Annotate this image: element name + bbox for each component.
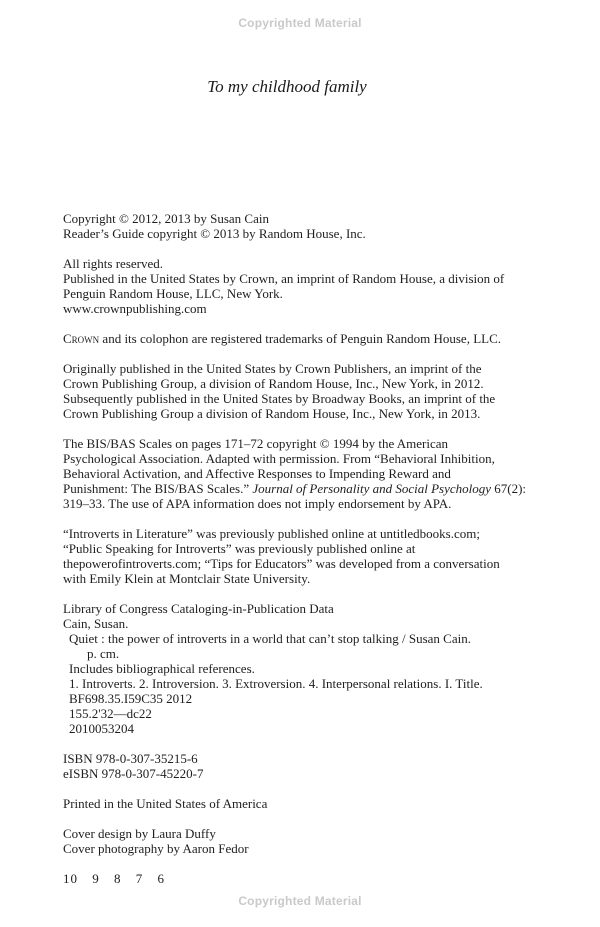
bisbas-line: The BIS/BAS Scales on pages 171–72 copyright © 1994 by the American <box>63 436 449 451</box>
cip-lc-number: BF698.35.I59C35 2012 <box>69 691 193 706</box>
bisbas-line: Psychological Association. Adapted with permission. From “Behavioral Inhibition, <box>63 451 495 466</box>
published-by-line2: Penguin Random House, LLC, New York. <box>63 286 283 301</box>
readers-guide-copyright: Reader’s Guide copyright © 2013 by Random House, Inc. <box>63 226 366 241</box>
online-line: “Introverts in Literature” was previously published online at untitledbooks.com; <box>63 526 480 541</box>
rights-reserved: All rights reserved. <box>63 256 164 271</box>
isbn-block <box>63 751 593 781</box>
cip-header: Library of Congress Cataloging-in-Publication Data <box>63 601 334 616</box>
cover-photo-credit: Cover photography by Aaron Fedor <box>63 841 249 856</box>
bisbas-permission-block <box>63 436 593 511</box>
published-by-line1: Published in the United States by Crown, an imprint of Random House, a division of <box>63 271 505 286</box>
cip-pages: p. cm. <box>87 646 120 661</box>
trademark-block <box>63 331 593 346</box>
cip-references: Includes bibliographical references. <box>69 661 255 676</box>
trademark-text: and its colophon are registered trademarks of Penguin Random House, LLC. <box>99 331 501 346</box>
printline-block <box>63 871 593 886</box>
cip-lccn: 2010053204 <box>69 721 134 736</box>
cip-data-block <box>63 601 593 736</box>
watermark-bottom: Copyrighted Material <box>238 894 362 908</box>
history-line: Crown Publishing Group a division of Random House, Inc., New York, in 2013. <box>63 406 481 421</box>
bisbas-line: 319–33. The use of APA information does not imply endorsement by APA. <box>63 496 452 511</box>
journal-title: Journal of Personality and Social Psychology <box>252 481 492 496</box>
bisbas-line: Punishment: The BIS/BAS Scales.” <box>63 481 253 496</box>
watermark-top: Copyrighted Material <box>238 16 362 30</box>
publication-history-block <box>63 361 593 421</box>
crown-name: Crown <box>63 331 100 346</box>
history-line: Originally published in the United States by Crown Publishers, an imprint of the <box>63 361 482 376</box>
dedication: To my childhood family <box>207 77 367 96</box>
online-line: with Emily Klein at Montclair State University. <box>63 571 311 586</box>
cover-design-credit: Cover design by Laura Duffy <box>63 826 216 841</box>
copyright-block <box>63 211 593 241</box>
isbn-ebook: eISBN 978-0-307-45220-7 <box>63 766 204 781</box>
online-publication-block <box>63 526 593 586</box>
printed-in: Printed in the United States of America <box>63 796 268 811</box>
online-line: “Public Speaking for Introverts” was previously published online at <box>63 541 416 556</box>
printed-in-block <box>63 796 593 811</box>
history-line: Subsequently published in the United States by Broadway Books, an imprint of the <box>63 391 496 406</box>
cip-subjects: 1. Introverts. 2. Introversion. 3. Extroversion. 4. Interpersonal relations. I. Title. <box>69 676 483 691</box>
publisher-website: www.crownpublishing.com <box>63 301 207 316</box>
rights-block <box>63 256 593 316</box>
history-line: Crown Publishing Group, a division of Random House, Inc., New York, in 2012. <box>63 376 484 391</box>
bisbas-line: Behavioral Activation, and Affective Responses to Impending Reward and <box>63 466 451 481</box>
copyright-line: Copyright © 2012, 2013 by Susan Cain <box>63 211 269 226</box>
cip-author: Cain, Susan. <box>63 616 129 631</box>
copyright-page-text <box>63 211 593 901</box>
cip-title: Quiet : the power of introverts in a world that can’t stop talking / Susan Cain. <box>69 631 471 646</box>
isbn-print: ISBN 978-0-307-35215-6 <box>63 751 198 766</box>
online-line: thepowerofintroverts.com; “Tips for Educators” was developed from a conversation <box>63 556 500 571</box>
cip-dewey: 155.2'32—dc22 <box>69 706 152 721</box>
journal-volume: 67(2): <box>491 481 527 496</box>
credits-block <box>63 826 593 856</box>
print-line: 10 9 8 7 6 <box>63 871 165 886</box>
